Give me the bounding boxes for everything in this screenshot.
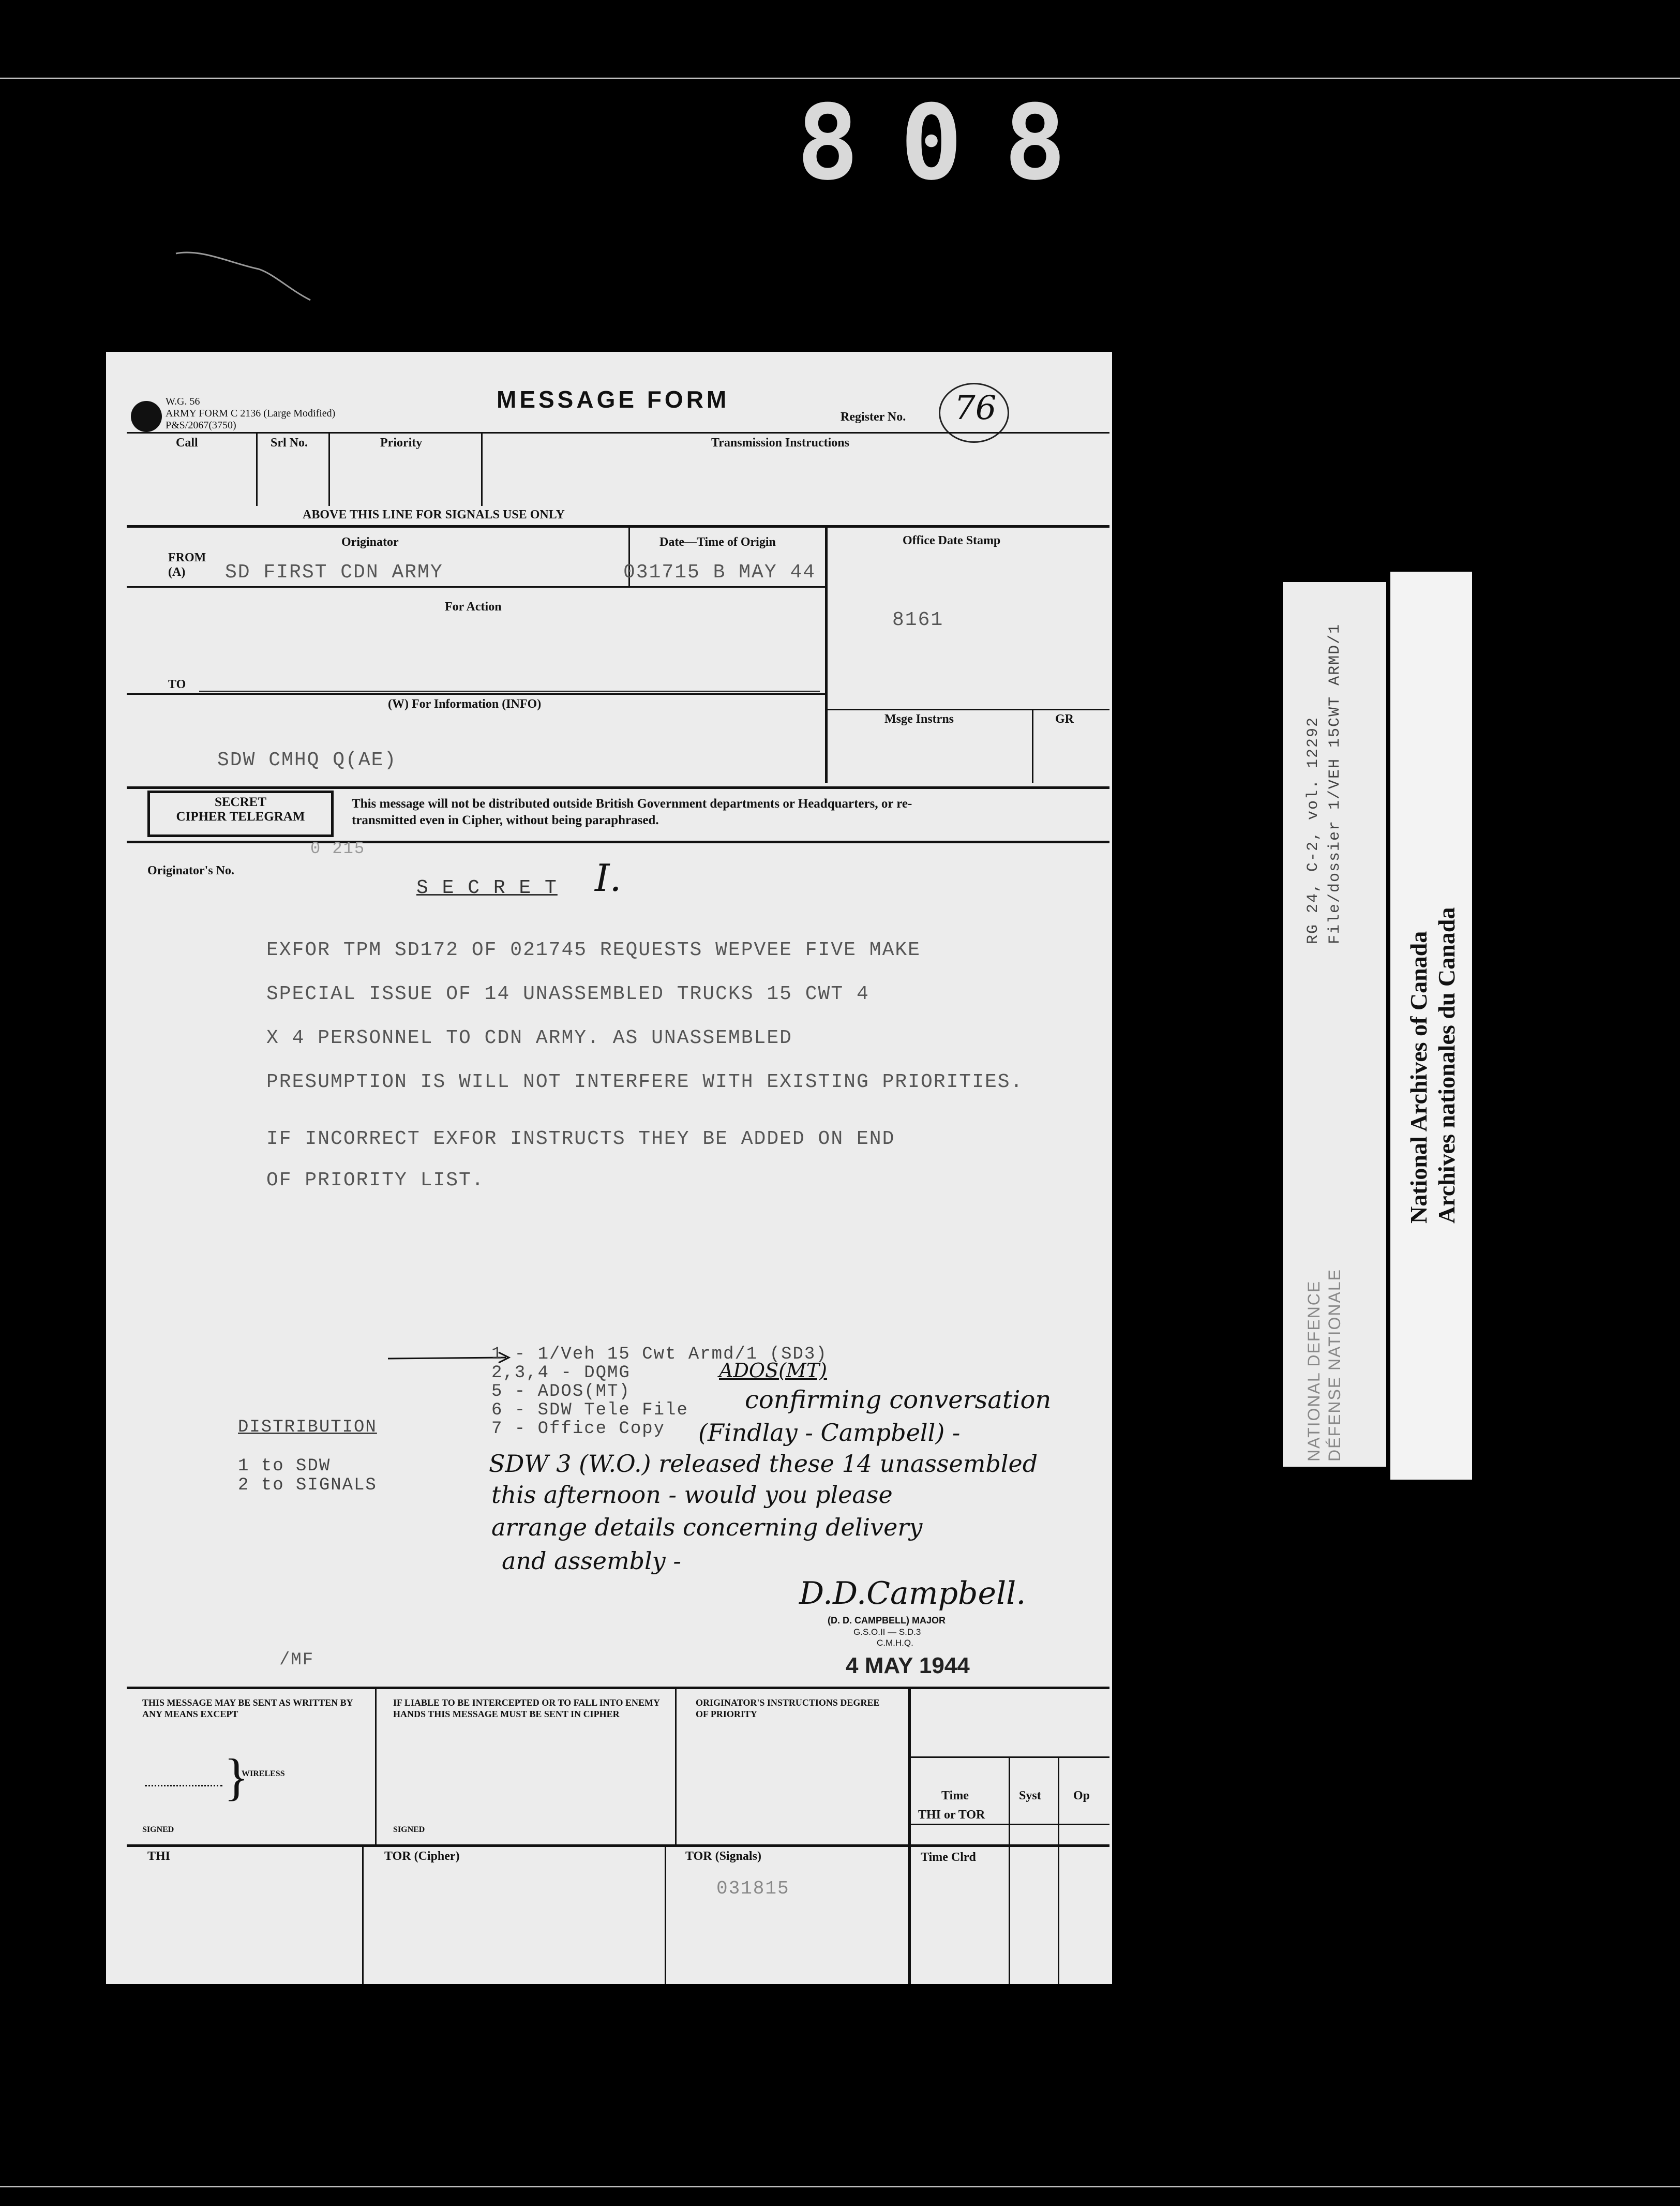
signature-stamp-line: C.M.H.Q. (877, 1638, 913, 1648)
handwritten-note-line: confirming conversation (745, 1385, 1052, 1414)
handwritten-note-line: arrange details concerning delivery (491, 1513, 923, 1541)
footer-divider (362, 1847, 364, 1984)
national-defence-label: NATIONAL DEFENCE (1304, 1280, 1323, 1462)
from-letter: (A) (168, 565, 186, 579)
originators-no: 0 215 (310, 839, 366, 858)
message-body-line: X 4 PERSONNEL TO CDN ARMY. AS UNASSEMBLED (266, 1027, 792, 1049)
syst-label: Syst (1019, 1789, 1041, 1802)
time-table-divider (1009, 1758, 1010, 1984)
distribution-line: 1 to SDW (238, 1456, 331, 1476)
time-clrd-label: Time Clrd (921, 1851, 976, 1864)
national-defence-label: DÉFENSE NATIONALE (1325, 1268, 1344, 1462)
header-divider (328, 434, 330, 506)
from-value: SD FIRST CDN ARMY (225, 561, 443, 584)
footer-signed-label: SIGNED (393, 1825, 425, 1834)
signals-line-label: ABOVE THIS LINE FOR SIGNALS USE ONLY (303, 508, 565, 521)
handwritten-note-line: (Findlay - Campbell) - (698, 1419, 961, 1447)
national-archives-label: Archives nationales du Canada (1433, 907, 1460, 1224)
srl-no-label: Srl No. (271, 436, 308, 450)
distribution-warning: This message will not be distributed outside British Government departments or Headquarters, or re-transmitted even in Cipher, without being paraphrased. (352, 797, 912, 827)
footer-send-as-written: THIS MESSAGE MAY BE SENT AS WRITTEN BY ANY MEANS EXCEPT (142, 1697, 353, 1719)
signature-stamp-line: (D. D. CAMPBELL) MAJOR (828, 1615, 946, 1626)
gr-label: GR (1055, 712, 1074, 726)
footer-divider (375, 1689, 377, 1844)
dto-value: 031715 B MAY 44 (623, 561, 816, 584)
time-table-divider (1058, 1758, 1059, 1984)
transmission-label: Transmission Instructions (711, 436, 849, 450)
handwritten-note-line: SDW 3 (W.O.) released these 14 unassembled (489, 1450, 1038, 1478)
file-list-line: 6 - SDW Tele File (491, 1400, 688, 1420)
file-list-line: 2,3,4 - DQMG (491, 1363, 631, 1383)
dto-label: Date—Time of Origin (659, 535, 776, 549)
header-divider (256, 434, 258, 506)
message-body-line: EXFOR TPM SD172 OF 021745 REQUESTS WEPVEE FIVE MAKE (266, 939, 921, 961)
wireless-brace: } (224, 1748, 249, 1806)
register-label: Register No. (841, 410, 906, 424)
secret-cipher-box (147, 791, 334, 837)
info-label: (W) For Information (INFO) (388, 697, 542, 711)
to-label: TO (168, 678, 186, 691)
footer-signed-label: SIGNED (142, 1825, 174, 1834)
message-body-line: IF INCORRECT EXFOR INSTRUCTS THEY BE ADDED ON END (266, 1128, 895, 1150)
tor-signals-label: TOR (Signals) (685, 1850, 761, 1863)
footer-cipher-instruction: IF LIABLE TO BE INTERCEPTED OR TO FALL INTO ENEMY HANDS THIS MESSAGE MUST BE SENT IN CIPHER (393, 1697, 660, 1719)
signature-stamp-line: G.S.O.II — S.D.3 (853, 1627, 921, 1637)
classification: S E C R E T (416, 877, 558, 899)
thi-label: THI (147, 1850, 171, 1863)
message-body-line: OF PRIORITY LIST. (266, 1169, 485, 1191)
archive-reference-line: RG 24, C-2, vol. 12292 (1304, 716, 1322, 944)
originator-label: Originator (341, 535, 399, 549)
typist-reference: /MF (279, 1650, 314, 1670)
tor-cipher-label: TOR (Cipher) (384, 1850, 460, 1863)
time-label: Time (941, 1789, 969, 1802)
wireless-dots (145, 1785, 222, 1786)
to-underline (199, 691, 820, 692)
for-action-label: For Action (445, 600, 502, 614)
priority-label: Priority (380, 436, 423, 450)
footer-divider (675, 1689, 677, 1844)
frame-number: 808 (797, 83, 1108, 203)
archive-reference-strip (1283, 582, 1386, 1467)
msge-rule (826, 709, 1109, 710)
form-code-line: P&S/2067(3750) (166, 420, 236, 431)
register-number: 76 (954, 389, 997, 427)
info-rule (127, 693, 826, 695)
from-label: FROM (168, 551, 206, 564)
office-stamp-value: 8161 (892, 609, 944, 631)
message-body-line: SPECIAL ISSUE OF 14 UNASSEMBLED TRUCKS 15 CWT 4 (266, 983, 869, 1005)
form-title: MESSAGE FORM (497, 386, 730, 413)
file-list-line: 5 - ADOS(MT) (491, 1382, 631, 1402)
distribution-line: 2 to SIGNALS (238, 1475, 377, 1495)
form-code-line: ARMY FORM C 2136 (Large Modified) (166, 408, 336, 419)
secret-label: SECRET (214, 795, 267, 809)
message-form (106, 352, 1112, 1984)
info-value: SDW CMHQ Q(AE) (217, 749, 397, 771)
film-top-border (0, 78, 1680, 79)
originators-no-label: Originator's No. (147, 864, 234, 877)
call-label: Call (176, 436, 198, 450)
footer-divider-thick (908, 1689, 911, 1984)
cipher-telegram-label: CIPHER TELEGRAM (176, 810, 305, 824)
tor-signals-value: 031815 (716, 1878, 790, 1899)
distribution-title: DISTRIBUTION (238, 1418, 377, 1437)
warning-rule (127, 841, 1109, 843)
originator-divider (825, 527, 828, 783)
office-stamp-label: Office Date Stamp (903, 534, 1001, 547)
file-list-line: 1 - 1/Veh 15 Cwt Armd/1 (SD3) (491, 1345, 828, 1364)
file-list-line: 7 - Office Copy (491, 1419, 666, 1439)
form-code-line: W.G. 56 (166, 396, 200, 407)
msge-instrns-label: Msge Instrns (884, 712, 954, 726)
op-label: Op (1073, 1789, 1090, 1802)
footer-divider (665, 1847, 666, 1984)
handwritten-note-line: this afternoon - would you please (491, 1481, 893, 1509)
handwritten-note-line: ADOS(MT) (719, 1359, 827, 1382)
footer-rule (127, 1687, 1109, 1689)
wireless-label: WIRELESS (242, 1769, 285, 1778)
handwritten-page-mark: I. (595, 856, 622, 900)
message-body-line: PRESUMPTION IS WILL NOT INTERFERE WITH EXISTING PRIORITIES. (266, 1071, 1024, 1093)
film-bottom-border (0, 2186, 1680, 2187)
received-date-stamp: 4 MAY 1944 (846, 1653, 970, 1678)
handwritten-note-line: and assembly - (502, 1547, 681, 1575)
from-rule (127, 586, 826, 588)
archive-reference-line: File/dossier 1/VEH 15CWT ARMD/1 (1326, 623, 1344, 944)
national-archives-strip (1390, 572, 1472, 1480)
gr-divider (1032, 709, 1033, 783)
footer-originator-instructions: ORIGINATOR'S INSTRUCTIONS DEGREE OF PRIORITY (696, 1697, 880, 1719)
thi-or-tor-label: THI or TOR (918, 1808, 985, 1822)
header-rule (127, 432, 1109, 434)
national-archives-label: National Archives of Canada (1405, 931, 1432, 1224)
punch-hole (131, 401, 162, 432)
footer-rule-lower (127, 1844, 1109, 1847)
header-divider (481, 434, 483, 506)
signature: D.D.Campbell. (799, 1575, 1026, 1612)
film-scratch (171, 243, 316, 305)
